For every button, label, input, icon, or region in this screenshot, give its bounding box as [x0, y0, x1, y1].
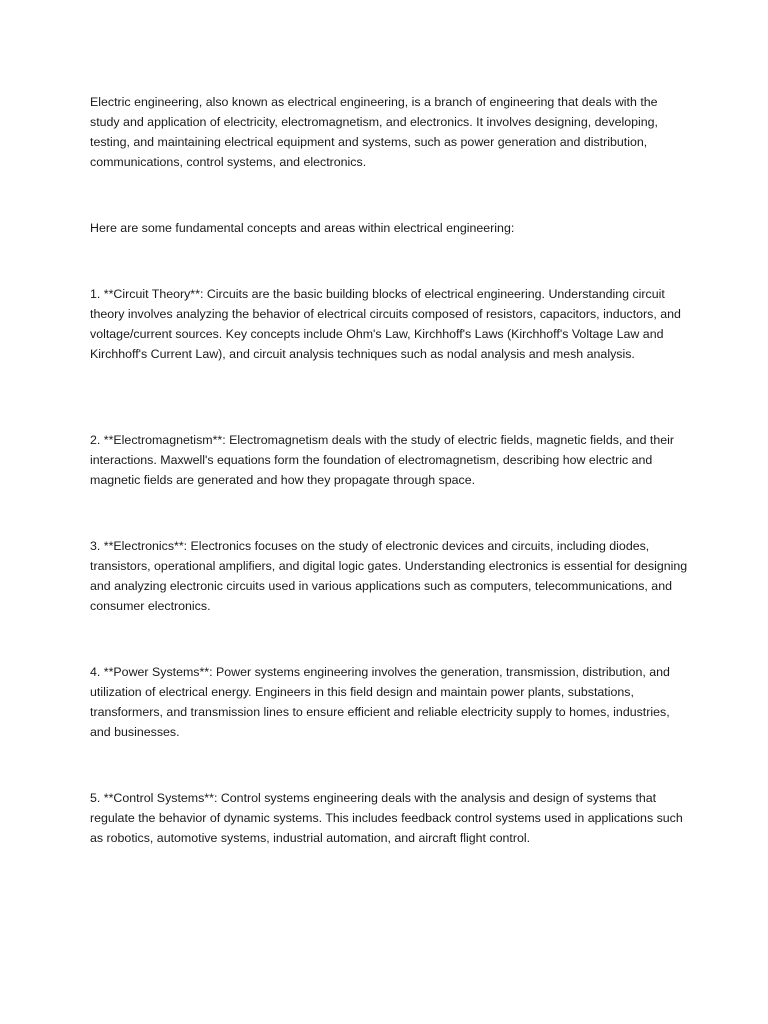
circuit-theory-paragraph: 1. **Circuit Theory**: Circuits are the basic building blocks of electrical engineering. Understanding circuit theory involves analyzing the behavior of electrical circuits composed of resistors, capacitors, inductors, and voltage/current sources. Key concepts include Ohm's Law, Kirchhoff's Laws (Kirchhoff's Voltage Law and Kirchhoff's Current Law), and circuit analysis techniques such as nodal analysis and mesh analysis. — [90, 287, 681, 361]
control-systems-paragraph: 5. **Control Systems**: Control systems engineering deals with the analysis and design of systems that regulate the behavior of dynamic systems. This includes feedback control systems used in applications such as robotics, automotive systems, industrial automation, and aircraft flight control. — [90, 791, 683, 845]
intro-paragraph: Electric engineering, also known as electrical engineering, is a branch of engineering that deals with the study and application of electricity, electromagnetism, and electronics. It involves designing, developing, testing, and maintaining electrical equipment and systems, such as power generation and distribution, communications, control systems, and electronics. — [90, 95, 658, 169]
overview-paragraph: Here are some fundamental concepts and areas within electrical engineering: — [90, 221, 515, 235]
power-systems-paragraph: 4. **Power Systems**: Power systems engineering involves the generation, transmission, distribution, and utilization of electrical energy. Engineers in this field design and maintain power plants, substations, transformers, and transmission lines to ensure efficient and reliable electricity supply to homes, industries, and businesses. — [90, 665, 670, 739]
electronics-paragraph: 3. **Electronics**: Electronics focuses on the study of electronic devices and circuits, including diodes, transistors, operational amplifiers, and digital logic gates. Understanding electronics is essential for designing and analyzing electronic circuits used in various applications such as computers, telecommunications, and consumer electronics. — [90, 539, 688, 613]
electromagnetism-paragraph: 2. **Electromagnetism**: Electromagnetism deals with the study of electric fields, magnetic fields, and their interactions. Maxwell's equations form the foundation of electromagnetism, describing how electric and magnetic fields are generated and how they propagate through space. — [90, 433, 675, 487]
